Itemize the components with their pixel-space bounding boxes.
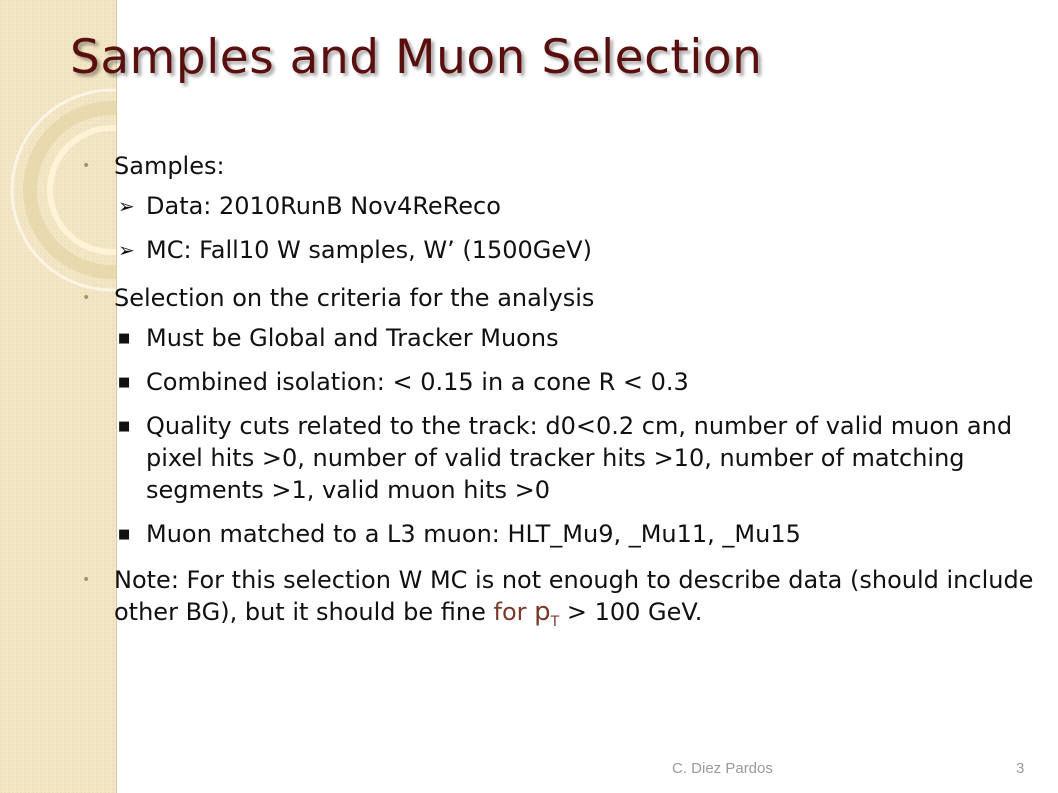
slide-title: Samples and Muon Selection [70,30,763,85]
subbullet-l3-match [80,518,1040,550]
subbullet-text: Muon matched to a L3 muon: HLT_Mu9, _Mu11, _Mu15 [146,520,801,548]
arrow-bullet-icon: ➢ [118,238,135,262]
pt-symbol: p [534,597,551,627]
subbullet-text: Must be Global and Tracker Muons [146,324,559,352]
bullet-note [80,564,1040,638]
subbullet-text: Data: 2010RunB Nov4ReReco [146,192,501,220]
page-number: 3 [1016,760,1025,777]
bullet-text: Samples: [114,152,225,180]
note-text-end: > 100 GeV. [559,598,703,626]
bullet-dot-icon: • [82,572,91,588]
subbullet-text: Quality cuts related to the track: d0<0.2 cm, number of valid muon and pixel hits >0, number of valid tracker hits >10, number of matching segments >1, valid muon hits >0 [146,412,1013,504]
square-bullet-icon: ■ [118,527,131,542]
subbullet-mc-sample [80,234,1040,266]
bullet-samples [80,150,1040,182]
bullet-dot-icon: • [82,290,91,306]
note-text: Note: For this selection W MC is not enough to describe data (should include other BG), but it should be fine [114,566,1034,626]
subbullet-quality-cuts [80,410,1040,506]
subbullet-isolation [80,366,1040,398]
arrow-bullet-icon: ➢ [118,194,135,218]
slide-body [80,150,1040,638]
bullet-dot-icon: • [82,158,91,174]
subbullet-data-sample [80,190,1040,222]
square-bullet-icon: ■ [118,331,131,346]
square-bullet-icon: ■ [118,419,131,434]
square-bullet-icon: ■ [118,375,131,390]
subbullet-global-tracker [80,322,1040,354]
bullet-selection [80,282,1040,314]
subbullet-text: Combined isolation: < 0.15 in a cone R < 0.3 [146,368,689,396]
footer-author: C. Diez Pardos [672,760,773,777]
pt-subscript: T [550,614,560,630]
note-emphasis: for [493,598,535,626]
subbullet-text: MC: Fall10 W samples, W’ (1500GeV) [146,236,592,264]
bullet-text: Selection on the criteria for the analysis [114,284,595,312]
